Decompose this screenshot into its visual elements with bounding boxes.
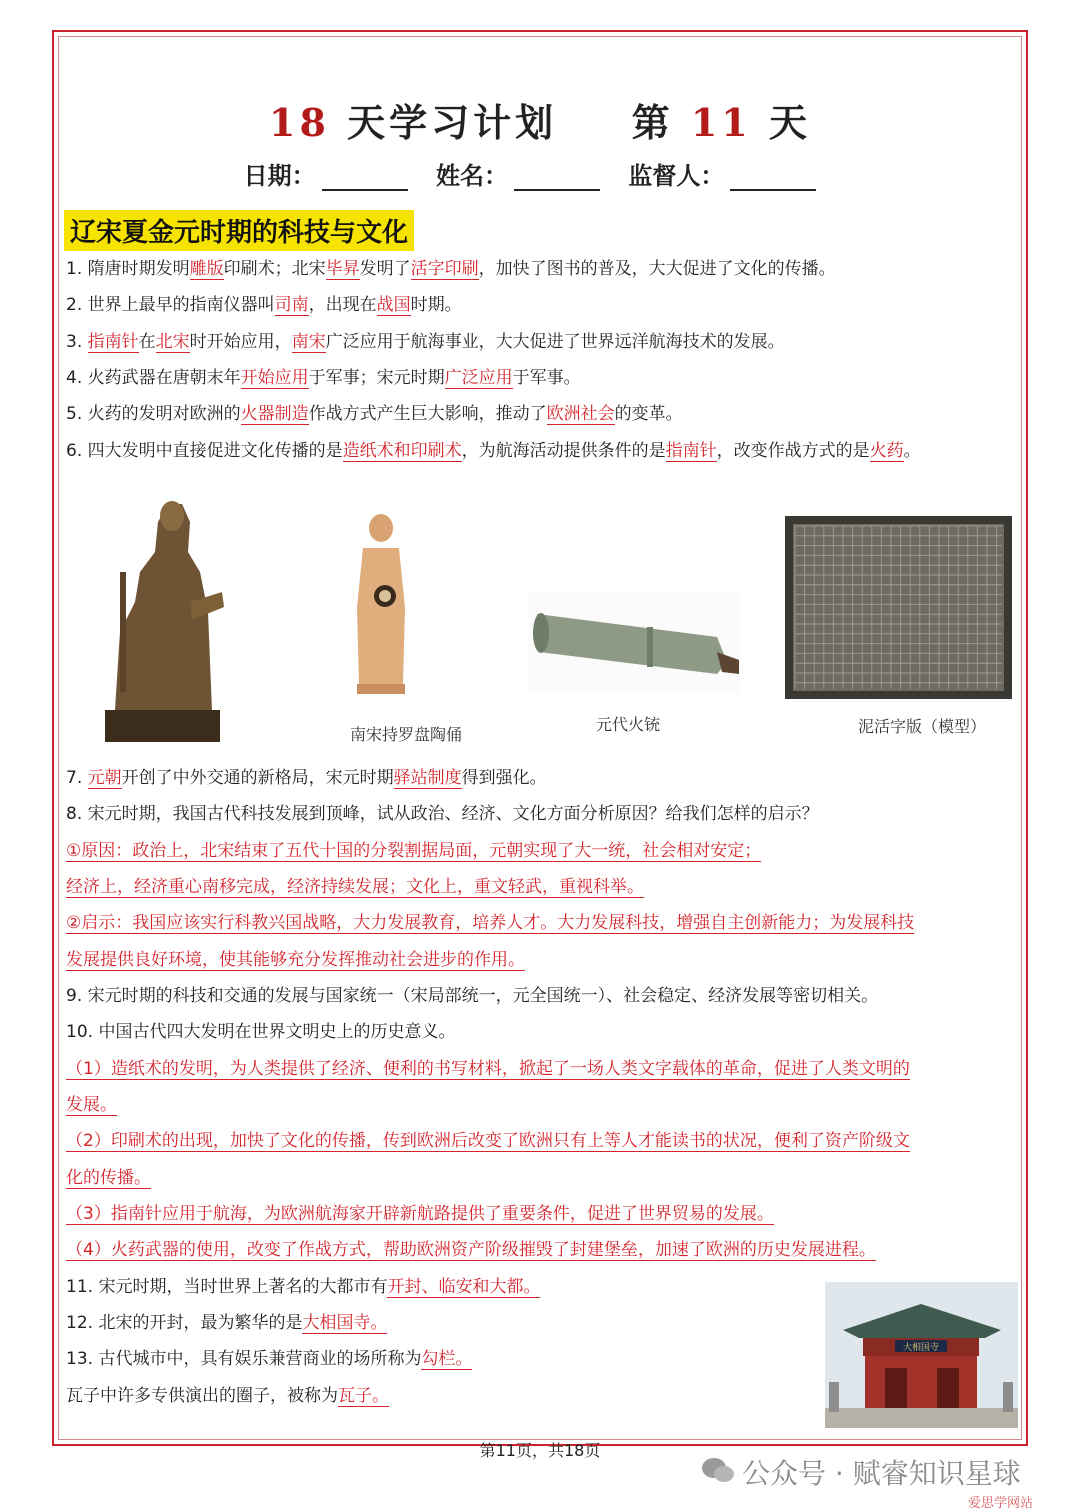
item-12: 12. 北宋的开封，最为繁华的是大相国寺。 xyxy=(66,1313,388,1333)
answer-8-line-3: ②启示：我国应该实行科教兴国战略，大力发展教育，培养人才。大力发展科技，增强自主创新能力；为发展科技 xyxy=(66,913,915,933)
figurine-caption: 南宋持罗盘陶俑 xyxy=(350,725,463,744)
item-8: 8. 宋元时期，我国古代科技发展到顶峰，试从政治、经济、文化方面分析原因？给我们怎样的启示？ xyxy=(66,804,819,824)
item-3: 3. 指南针在北宋时开始应用，南宋广泛应用于航海事业，大大促进了世界远洋航海技术的发展。 xyxy=(66,332,785,352)
xiangguo-temple-image xyxy=(825,1282,1018,1428)
answer-10-3: （3）指南针应用于航海，为欧洲航海家开辟新航路提供了重要条件，促进了世界贸易的发展。 xyxy=(66,1204,774,1224)
type-caption: 泥活字版（模型） xyxy=(858,717,987,736)
watermark-text: 公众号 · 赋睿知识星球 xyxy=(742,1457,1021,1490)
bi-sheng-statue-image xyxy=(100,482,230,744)
temple-plaque-text: 大相国寺 xyxy=(902,1343,940,1353)
page-title xyxy=(0,92,1080,147)
item-14: 瓦子中许多专供演出的圈子，被称为瓦子。 xyxy=(66,1386,389,1406)
item-5: 5. 火药的发明对欧洲的火器制造作战方式产生巨大影响，推动了欧洲社会的变革。 xyxy=(66,404,683,424)
title-day-number: 11 xyxy=(690,100,752,145)
wechat-icon xyxy=(700,1456,736,1484)
item-7: 7. 元朝开创了中外交通的新格局，宋元时期驿站制度得到强化。 xyxy=(66,768,547,788)
item-9: 9. 宋元时期的科技和交通的发展与国家统一（宋局部统一，元全国统一）、社会稳定、经济发展等密切相关。 xyxy=(66,986,879,1006)
name-label: 姓名： xyxy=(436,161,508,190)
page-number: 第11页，共18页 xyxy=(479,1441,601,1460)
title-text: 天学习计划 xyxy=(347,100,558,145)
answer-10-1b: 发展。 xyxy=(66,1095,117,1115)
title-di: 第 xyxy=(631,100,674,145)
answer-10-4: （4）火药武器的使用，改变了作战方式，帮助欧洲资产阶级摧毁了封建堡垒，加速了欧洲的历史发展进程。 xyxy=(66,1240,876,1260)
item-1: 1. 隋唐时期发明雕版印刷术；北宋毕昇发明了活字印刷，加快了图书的普及，大大促进了文化的传播。 xyxy=(66,259,836,279)
name-blank[interactable] xyxy=(514,165,600,191)
item-13: 13. 古代城市中，具有娱乐兼营商业的场所称为勾栏。 xyxy=(66,1349,473,1369)
supervisor-label: 监督人： xyxy=(628,161,725,190)
answer-10-1a: （1）造纸术的发明，为人类提供了经济、便利的书写材料，掀起了一场人类文字载体的革命，促进了人类文明的 xyxy=(66,1059,910,1079)
answer-10-2b: 化的传播。 xyxy=(66,1168,151,1188)
title-tian: 天 xyxy=(768,100,811,145)
item-4: 4. 火药武器在唐朝末年开始应用于军事；宋元时期广泛应用于军事。 xyxy=(66,368,581,388)
answer-8-line-2: 经济上，经济重心南移完成，经济持续发展；文化上，重文轻武，重视科举。 xyxy=(66,877,644,897)
supervisor-blank[interactable] xyxy=(730,165,816,191)
watermark-small: 爱思学网站 xyxy=(968,1496,1034,1511)
yuan-gun-image xyxy=(527,592,740,692)
item-2: 2. 世界上最早的指南仪器叫司南，出现在战国时期。 xyxy=(66,295,462,315)
section-title: 辽宋夏金元时期的科技与文化 xyxy=(64,210,414,251)
title-number: 18 xyxy=(269,100,330,145)
answer-8-line-4: 发展提供良好环境，使其能够充分发挥推动社会进步的作用。 xyxy=(66,950,525,970)
clay-type-plate-image xyxy=(785,516,1012,699)
item-11: 11. 宋元时期，当时世界上著名的大都市有开封、临安和大都。 xyxy=(66,1277,541,1297)
info-row xyxy=(0,156,1080,191)
item-10: 10. 中国古代四大发明在世界文明史上的历史意义。 xyxy=(66,1022,456,1042)
compass-figurine-image xyxy=(345,508,417,696)
date-label: 日期： xyxy=(243,161,316,190)
answer-8-line-1: ①原因：政治上，北宋结束了五代十国的分裂割据局面，元朝实现了大一统，社会相对安定； xyxy=(66,841,762,861)
date-blank[interactable] xyxy=(322,165,408,191)
gun-caption: 元代火铳 xyxy=(596,715,661,734)
answer-10-2a: （2）印刷术的出现，加快了文化的传播，传到欧洲后改变了欧洲只有上等人才能读书的状况，便利了资产阶级文 xyxy=(66,1131,910,1151)
item-6: 6. 四大发明中直接促进文化传播的是造纸术和印刷术，为航海活动提供条件的是指南针，改变作战方式的是火药。 xyxy=(66,441,921,461)
